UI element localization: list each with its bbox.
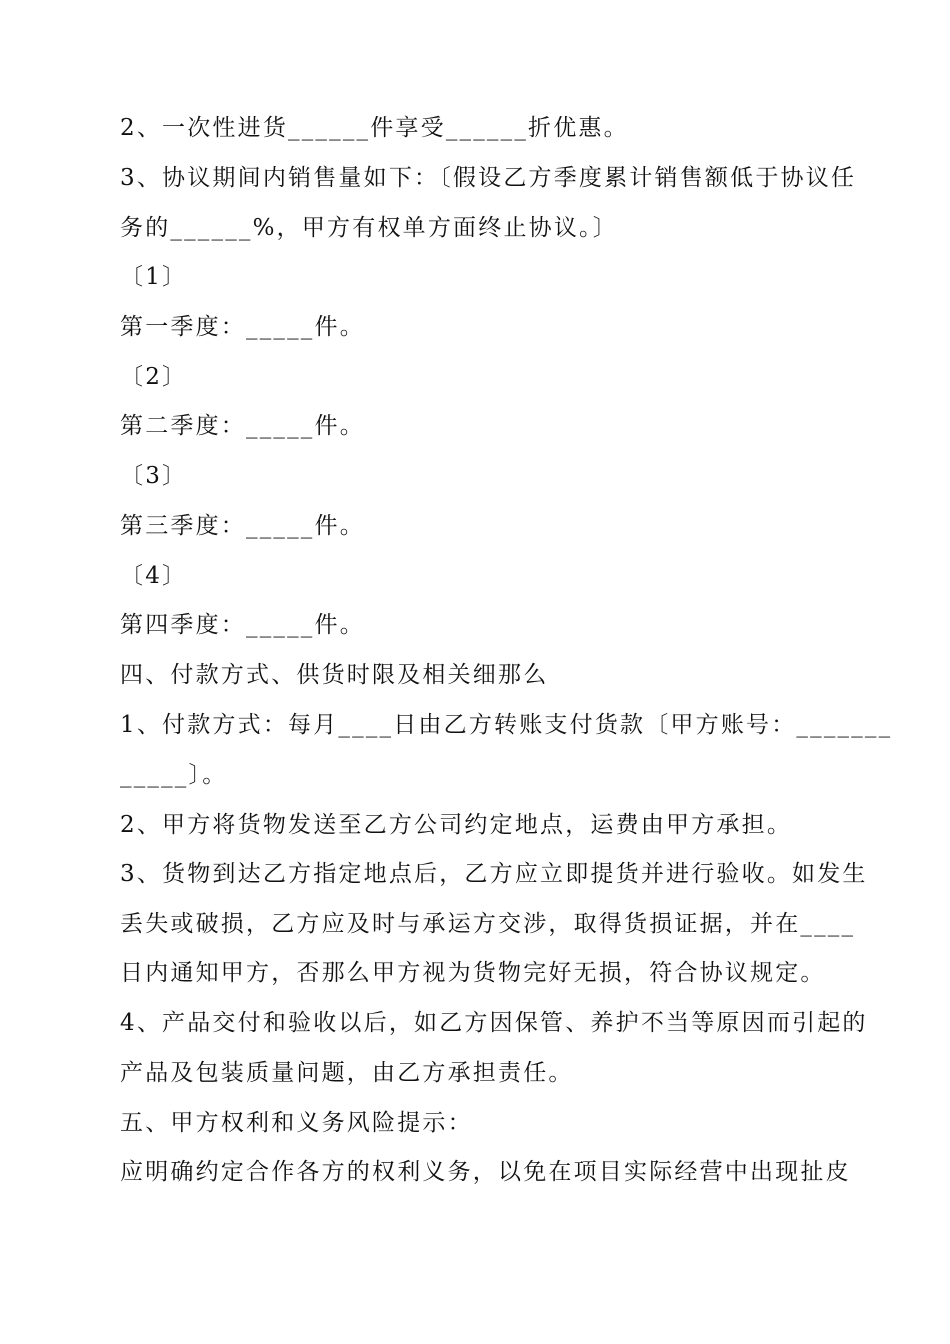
text-line: 3、货物到达乙方指定地点后，乙方应立即提货并进行验收。如发生 bbox=[120, 861, 868, 887]
text-line: 〔3〕 bbox=[120, 463, 188, 489]
section-heading: 五、甲方权利和义务风险提示： bbox=[120, 1110, 473, 1136]
text-line: 2、甲方将货物发送至乙方公司约定地点，运费由甲方承担。 bbox=[120, 812, 793, 838]
text-line: 4、产品交付和验收以后，如乙方因保管、养护不当等原因而引起的 bbox=[120, 1010, 868, 1036]
text-line: 第二季度：_____件。 bbox=[120, 413, 365, 439]
text-line: 〔2〕 bbox=[120, 364, 188, 390]
text-line: 日内通知甲方，否那么甲方视为货物完好无损，符合协议规定。 bbox=[120, 960, 826, 986]
text-line: 3、协议期间内销售量如下：〔假设乙方季度累计销售额低于协议任 bbox=[120, 165, 857, 191]
text-line: 第三季度：_____件。 bbox=[120, 513, 365, 539]
text-line: 〔4〕 bbox=[120, 563, 188, 589]
text-line: 〔1〕 bbox=[120, 264, 188, 290]
text-line: _____〕。 bbox=[120, 762, 228, 788]
text-line: 产品及包装质量问题，由乙方承担责任。 bbox=[120, 1060, 574, 1086]
text-line: 应明确约定合作各方的权利义务，以免在项目实际经营中出现扯皮 bbox=[120, 1159, 851, 1185]
text-line: 丢失或破损，乙方应及时与承运方交涉，取得货损证据，并在____ bbox=[120, 911, 856, 937]
text-line: 第一季度：_____件。 bbox=[120, 314, 365, 340]
text-line: 第四季度：_____件。 bbox=[120, 612, 365, 638]
text-line: 2、一次性进货______件享受______折优惠。 bbox=[120, 115, 629, 141]
text-line: 务的______%，甲方有权单方面终止协议。〕 bbox=[120, 215, 618, 241]
section-heading: 四、付款方式、供货时限及相关细那么 bbox=[120, 662, 549, 688]
text-line: 1、付款方式：每月____日由乙方转账支付货款〔甲方账号：_______ bbox=[120, 712, 893, 738]
